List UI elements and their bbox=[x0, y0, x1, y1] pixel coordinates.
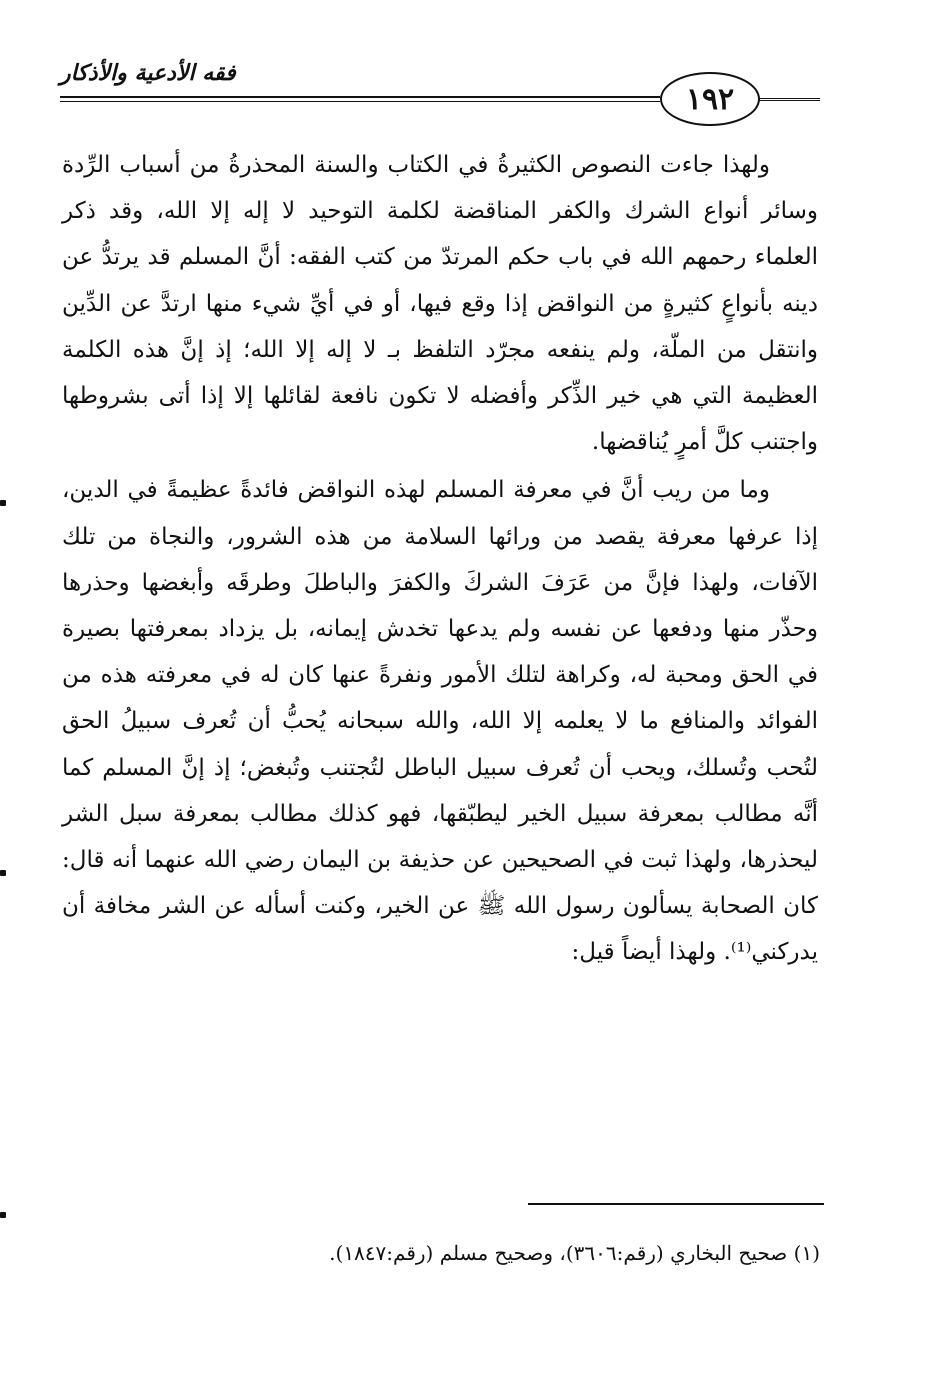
running-title: فقه الأدعية والأذكار bbox=[60, 60, 236, 86]
scan-edge-mark bbox=[0, 870, 6, 876]
paragraph: ولهذا جاءت النصوص الكثيرةُ في الكتاب والسنة المحذرةُ من أسباب الرِّدة وسائر أنواع الشرك والكفر المناقضة لكلمة التوحيد لا إله إلا الله، وقد ذكر العلماء رحمهم الله في باب حكم المرتدّ من كتب الفقه: أنَّ المسلم قد يرتدُّ عن دينه بأنواعٍ كثيرةٍ من النواقض إذا وقع فيها، أو في أيِّ شيء منها ارتدَّ عن الدِّين وانتقل من الملّة، ولم ينفعه مجرّد التلفظ بـ لا إله إلا الله؛ إذ إنَّ هذه الكلمة العظيمة التي هي خير الذِّكر وأفضله لا تكون نافعة لقائلها إلا إذا أتى بشروطها واجتنب كلَّ أمرٍ يُناقضها. bbox=[62, 152, 818, 456]
footnote-separator bbox=[528, 1203, 824, 1205]
paragraph: وما من ريب أنَّ في معرفة المسلم لهذه النواقض فائدةً عظيمةً في الدين، إذا عرفها معرفة يقصد من ورائها السلامة من هذه الشرور، والنجاة من تلك الآفات، ولهذا فإنَّ من عَرَفَ الشركَ والكفرَ والباطلَ وطرقَه وأبغضها وحذرها وحذّر منها ودفعها عن نفسه ولم يدعها تخدش إيمانه، بل يزداد بمعرفتها بصيرة في الحق ومحبة له، وكراهة لتلك الأمور ونفرةً عنها كان له في معرفته هذه من الفوائد والمنافع ما لا يعلمه إلا الله، والله سبحانه يُحبُّ أن تُعرف سبيلُ الحق لتُحب وتُسلك، ويحب أن تُعرف سبيل الباطل لتُجتنب وتُبغض؛ إذ إنَّ المسلم كما أنَّه مطالب بمعرفة سبيل الخير ليطبّقها، فهو كذلك مطالب بمعرفة سبل الشر ليحذرها، ولهذا ثبت في الصحيحين عن حذيفة بن اليمان رضي الله عنهما أنه قال: كان الصحابة يسألون رسول الله ﷺ عن الخير، وكنت أسأله عن الشر مخافة أن يدركني⁽¹⁾. ولهذا أيضاً قيل: bbox=[62, 477, 818, 966]
header-rule bbox=[60, 96, 660, 98]
main-text bbox=[62, 142, 818, 976]
page-header bbox=[60, 54, 820, 124]
scan-edge-mark bbox=[0, 500, 6, 506]
header-rule-right bbox=[758, 98, 820, 101]
footnote: (١) صحيح البخاري (رقم:٣٦٠٦)، وصحيح مسلم (رقم:١٨٤٧). bbox=[329, 1241, 820, 1265]
header-rule-thin bbox=[60, 101, 660, 102]
page-number: ١٩٢ bbox=[660, 72, 760, 126]
scan-edge-mark bbox=[0, 1212, 6, 1218]
